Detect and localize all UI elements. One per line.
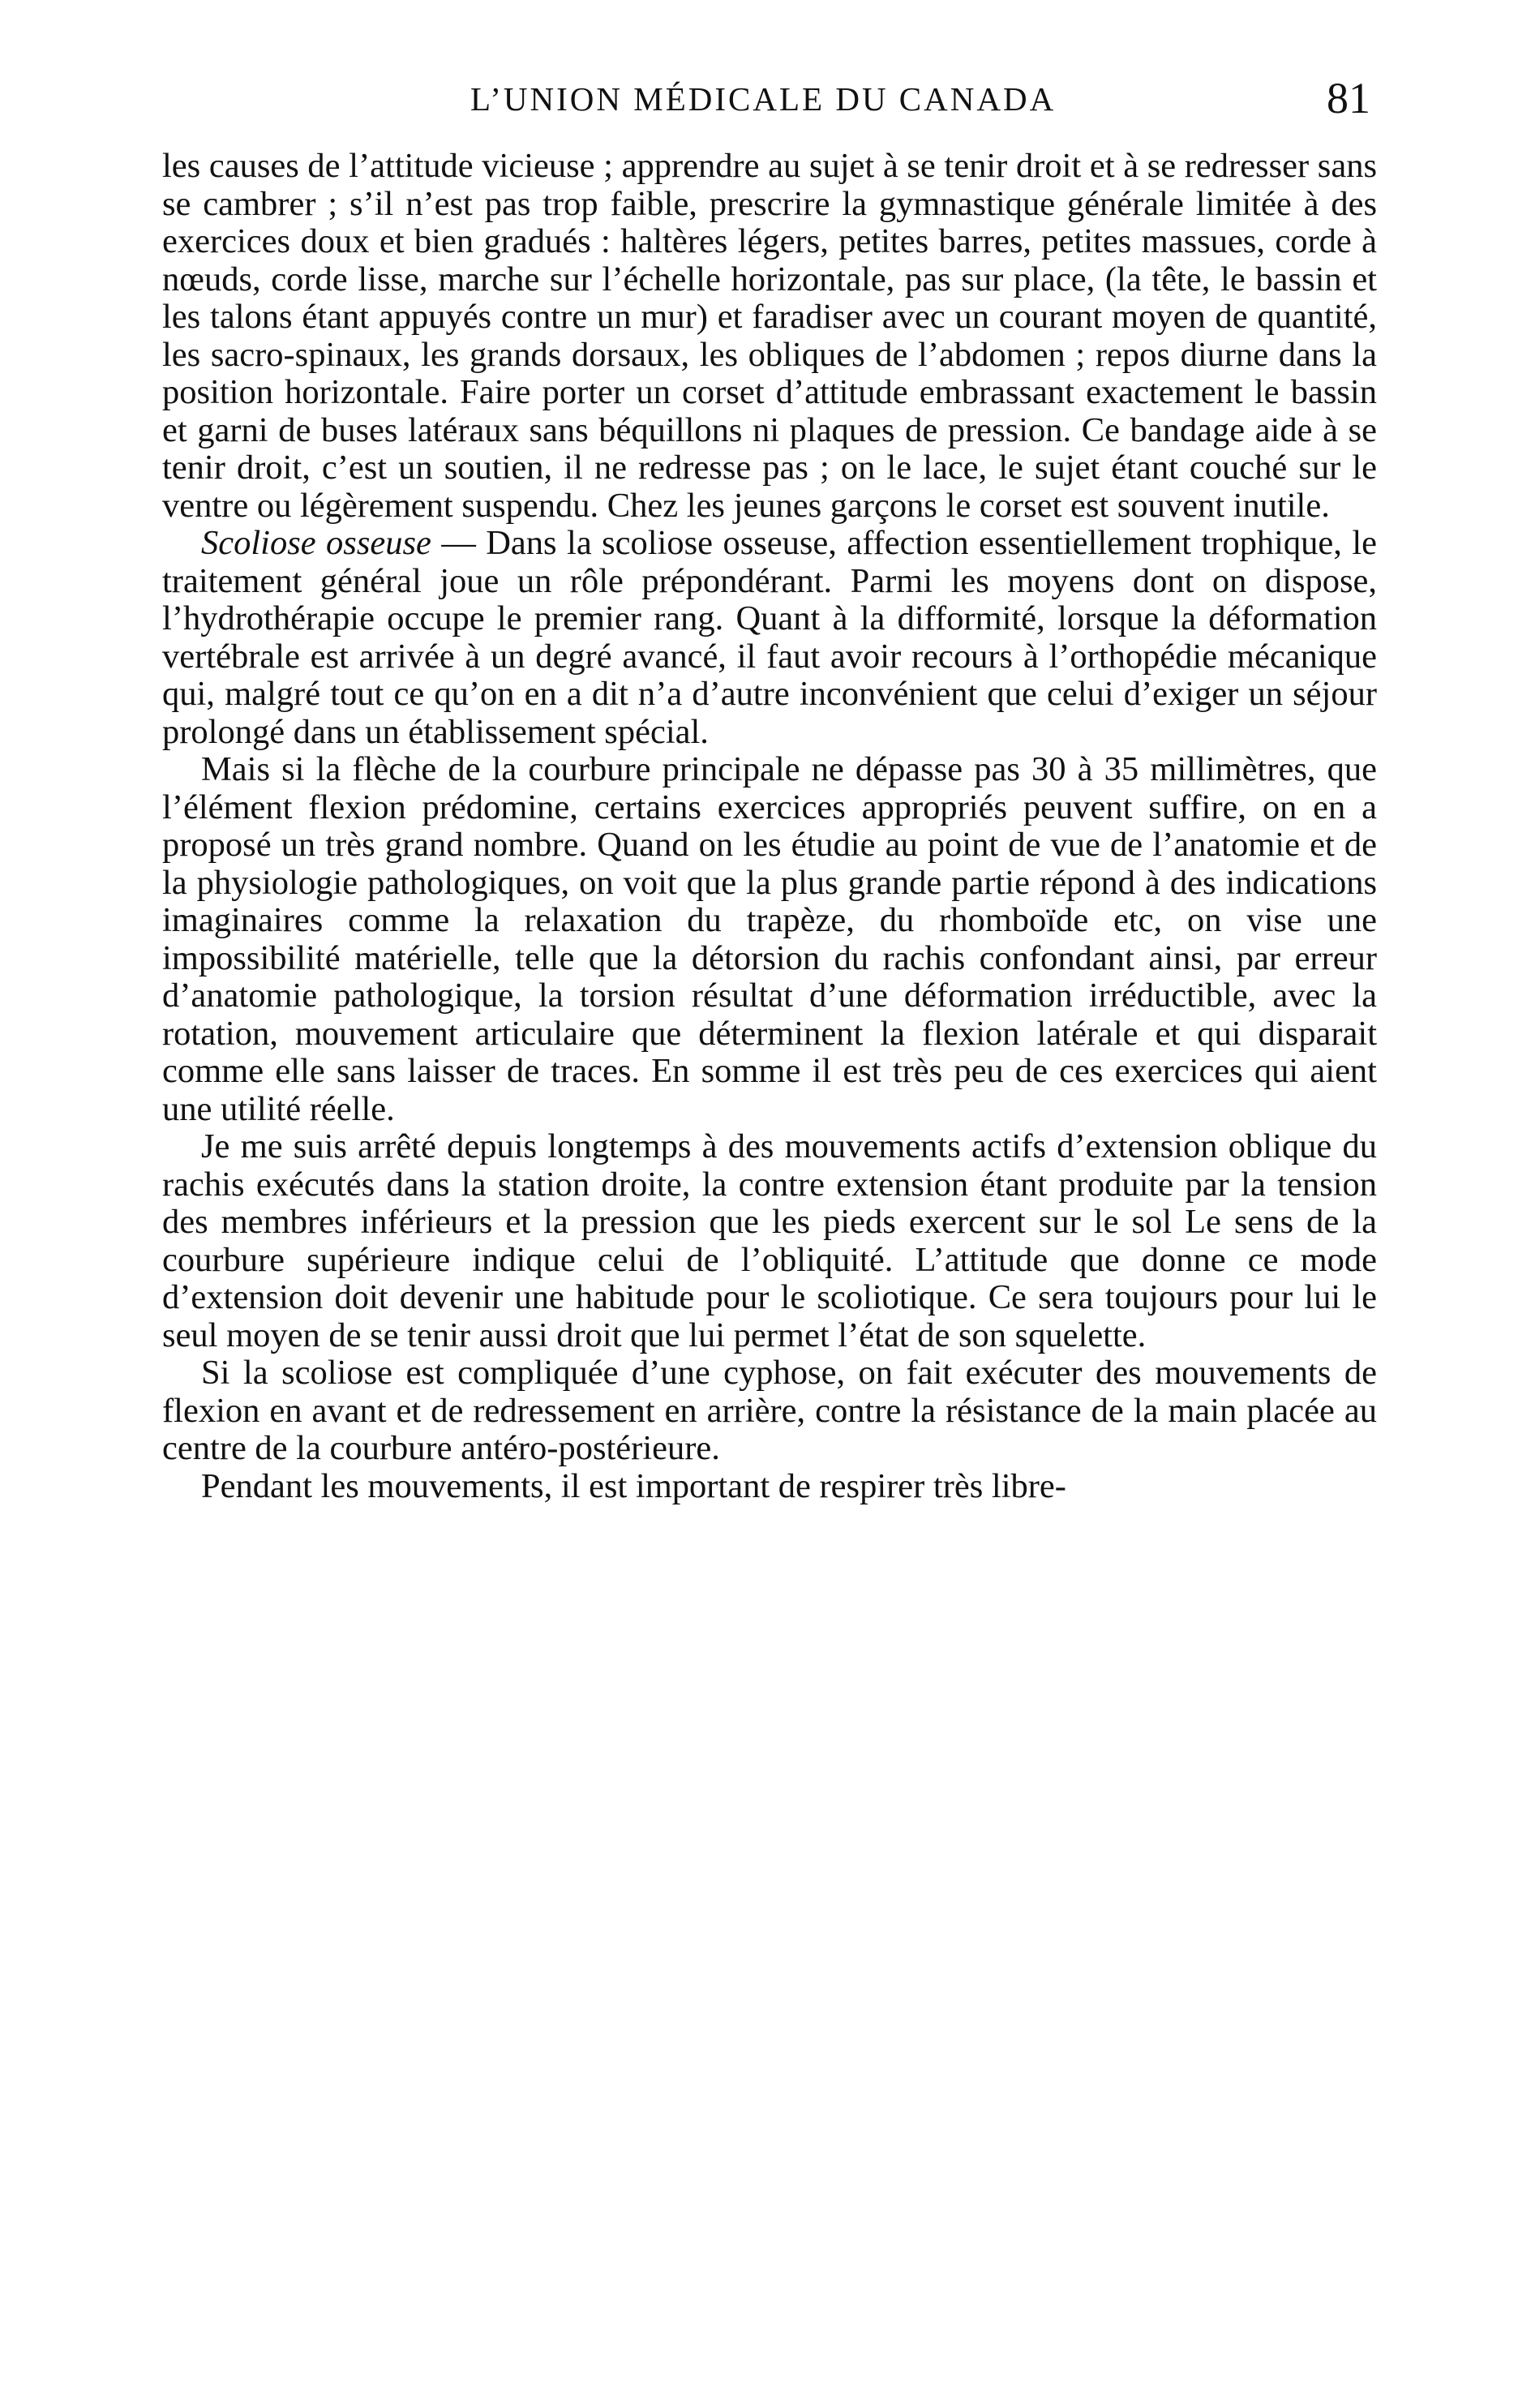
section-lead: Scoliose osseuse (201, 524, 431, 562)
page-number: 81 (1327, 74, 1370, 122)
paragraph-scoliose-osseuse (162, 525, 1377, 751)
paragraph: Mais si la flèche de la courbure principale ne dépasse pas 30 à 35 millimètres, que l’élément flexion prédomine, certains exercices appropriés peuvent suffire, on en a proposé un très grand nombre. Quand on les étudie au point de vue de l’anatomie et de la physiologie pathologiques, on voit que la plus grande partie répond à des indications imaginaires comme la relaxation du trapèze, du rhomboïde etc, on vise une impossibilité matérielle, telle que la détorsion du rachis confondant ainsi, par erreur d’anatomie pathologique, la torsion résultat d’une déformation irréductible, avec la rotation, mouvement articulaire que déterminent la flexion latérale et qui disparait comme elle sans laisser de traces. En somme il est très peu de ces exercices qui aient une utilité réelle. (162, 750, 1377, 1128)
paragraph-continuation: les causes de l’attitude vicieuse ; apprendre au sujet à se tenir droit et à se redresser sans se cambrer ; s’il n’est pas trop faible, prescrire la gymnastique générale limitée à des exercices doux et bien gradués : haltères légers, petites barres, petites massues, corde à nœuds, corde lisse, marche sur l’échelle horizontale, pas sur place, (la tête, le bassin et les talons étant appuyés contre un mur) et faradiser avec un courant moyen de quantité, les sacro-spinaux, les grands dorsaux, les obliques de l’abdomen ; repos diurne dans la position horizontale. Faire porter un corset d’attitude embrassant exactement le bassin et garni de buses latéraux sans béquillons ni plaques de pression. Ce bandage aide à se tenir droit, c’est un soutien, il ne redresse pas ; on le lace, le sujet étant couché sur le ventre ou légèrement suspendu. Chez les jeunes garçons le corset est souvent inutile. (162, 147, 1377, 525)
paragraph-last: Pendant les mouvements, il est important de respirer très libre- (201, 1466, 1066, 1505)
paragraph: Si la scoliose est compliquée d’une cyphose, on fait exécuter des mouvements de flexion en avant et de redressement en arrière, contre la résistance de la main placée au centre de la courbure antéro-postérieure. (162, 1354, 1377, 1467)
body-text (162, 148, 1377, 1505)
paragraph: Je me suis arrêté depuis longtemps à des mouvements actifs d’extension oblique du rachis exécutés dans la station droite, la contre extension étant produite par la tension des membres inférieurs et la pression que les pieds exercent sur le sol Le sens de la courbure supérieure indique celui de l’obliquité. L’attitude que donne ce mode d’extension doit devenir une habitude pour le scoliotique. Ce sera toujours pour lui le seul moyen de se tenir aussi droit que lui permet l’état de son squelette. (162, 1127, 1377, 1354)
paragraph-text: — Dans la scoliose osseuse, affection essentiellement trophique, le traitement général joue un rôle prépondérant. Parmi les moyens dont on dispose, l’hydrothérapie occupe le premier rang. Quant à la difformité, lorsque la déformation vertébrale est arrivée à un degré avancé, il faut avoir recours à l’orthopédie mécanique qui, malgré tout ce qu’on en a dit n’a d’autre inconvénient que celui d’exiger un séjour prolongé dans un établissement spécial. (162, 524, 1377, 751)
page-header (162, 73, 1370, 130)
running-title: L’UNION MÉDICALE DU CANADA (470, 80, 1057, 118)
